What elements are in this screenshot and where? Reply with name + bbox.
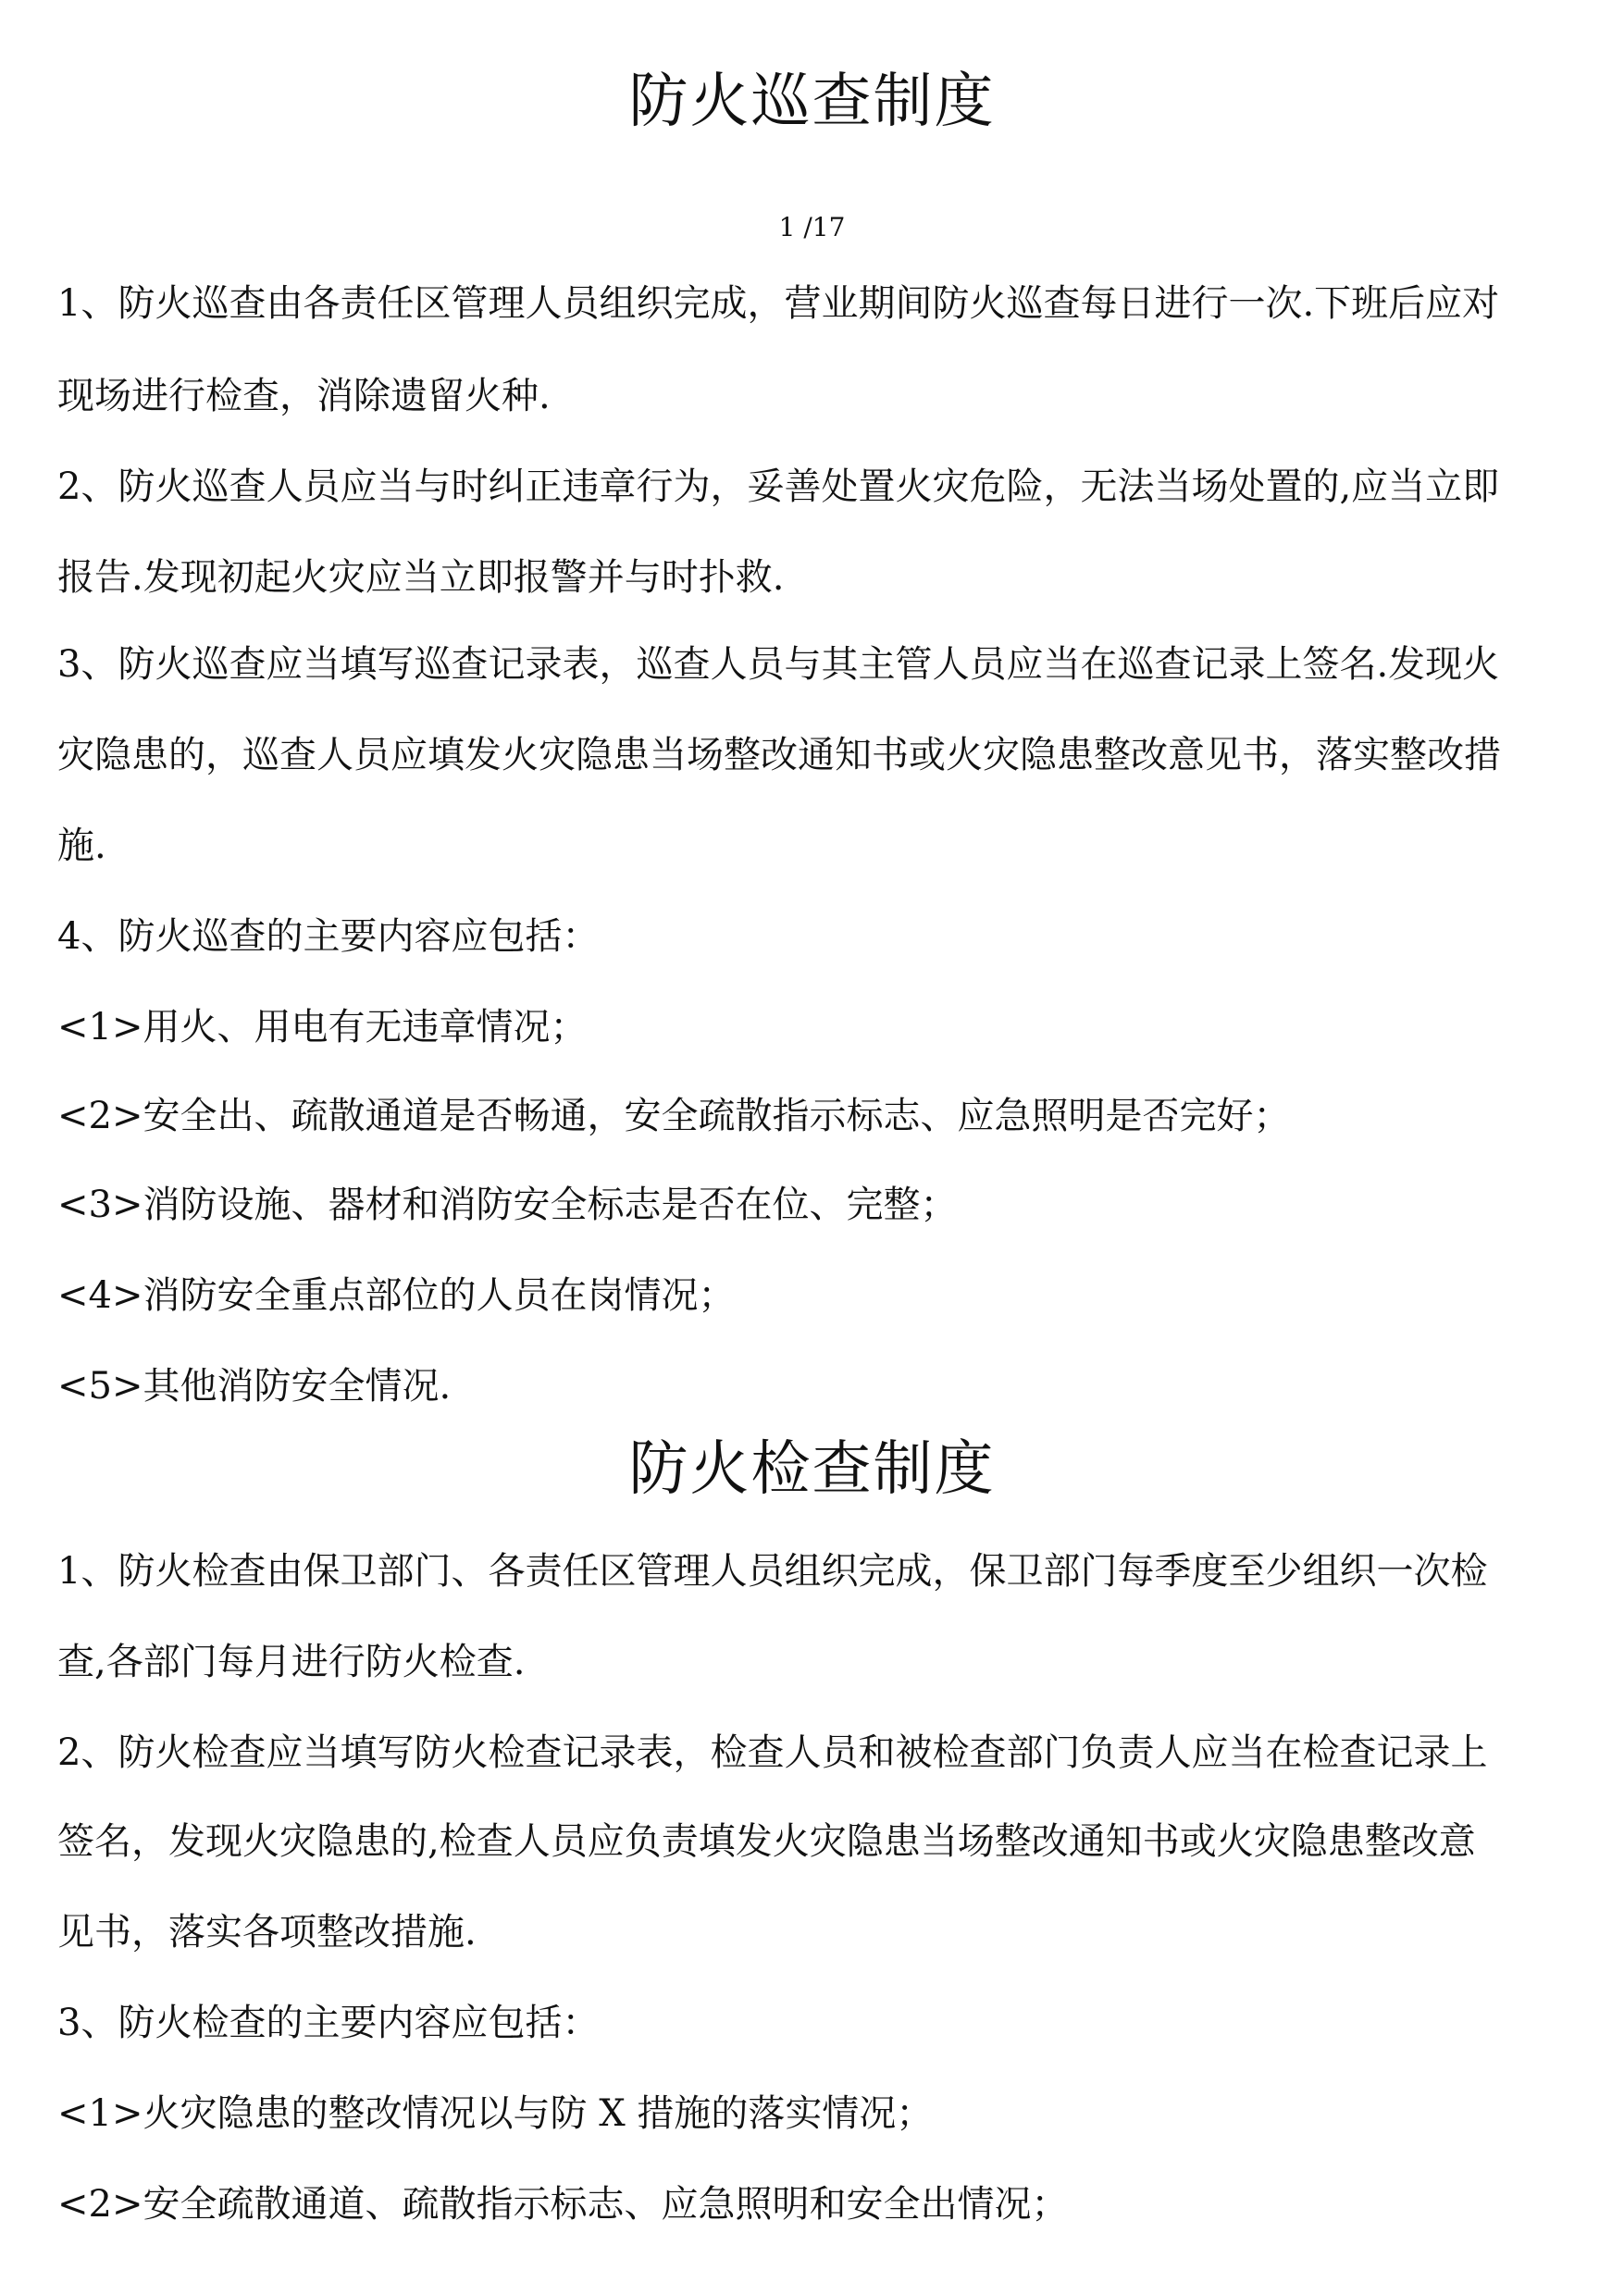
document-title-patrol: 防火巡查制度 bbox=[628, 68, 996, 136]
text-line: 3、防火巡查应当填写巡查记录表，巡查人员与其主管人员应当在巡查记录上签名.发现火 bbox=[57, 643, 1500, 686]
text-line: 2、防火巡查人员应当与时纠正违章行为，妥善处置火灾危险，无法当场处置的,应当立即 bbox=[57, 465, 1500, 508]
list-item: <1>火灾隐患的整改情况以与防 X 措施的落实情况； bbox=[57, 2092, 934, 2135]
text-line: 1、防火检查由保卫部门、各责任区管理人员组织完成，保卫部门每季度至少组织一次检 bbox=[57, 1550, 1488, 1593]
text-line: 查,各部门每月进行防火检查. bbox=[57, 1641, 526, 1683]
list-item: <2>安全疏散通道、疏散指示标志、应急照明和安全出情况； bbox=[57, 2183, 1069, 2226]
list-item: <2>安全出、疏散通道是否畅通，安全疏散指示标志、应急照明是否完好； bbox=[57, 1095, 1291, 1137]
list-item: <3>消防设施、器材和消防安全标志是否在位、完整； bbox=[57, 1184, 958, 1226]
text-line: 见书，落实各项整改措施. bbox=[57, 1911, 477, 1954]
list-item: <1>用火、用电有无违章情况； bbox=[57, 1006, 588, 1048]
text-line: 2、防火检查应当填写防火检查记录表，检查人员和被检查部门负责人应当在检查记录上 bbox=[57, 1731, 1488, 1774]
page-number: 1 /17 bbox=[778, 212, 846, 242]
text-line: 施. bbox=[57, 825, 106, 867]
text-line: 1、防火巡查由各责任区管理人员组织完成，营业期间防火巡查每日进行一次.下班后应对 bbox=[57, 282, 1500, 325]
text-line: 3、防火检查的主要内容应包括： bbox=[57, 2002, 600, 2044]
list-item: <5>其他消防安全情况. bbox=[57, 1365, 452, 1408]
text-line: 报告.发现初起火灾应当立即报警并与时扑救. bbox=[57, 556, 785, 599]
text-line: 4、防火巡查的主要内容应包括： bbox=[57, 915, 600, 958]
text-line: 灾隐患的，巡查人员应填发火灾隐患当场整改通知书或火灾隐患整改意见书，落实整改措 bbox=[57, 734, 1501, 776]
text-line: 现场进行检查，消除遗留火种. bbox=[57, 375, 551, 417]
list-item: <4>消防安全重点部位的人员在岗情况； bbox=[57, 1274, 736, 1317]
document-title-inspection: 防火检查制度 bbox=[628, 1435, 996, 1504]
text-line: 签名，发现火灾隐患的,检查人员应负责填发火灾隐患当场整改通知书或火灾隐患整改意 bbox=[57, 1820, 1476, 1863]
